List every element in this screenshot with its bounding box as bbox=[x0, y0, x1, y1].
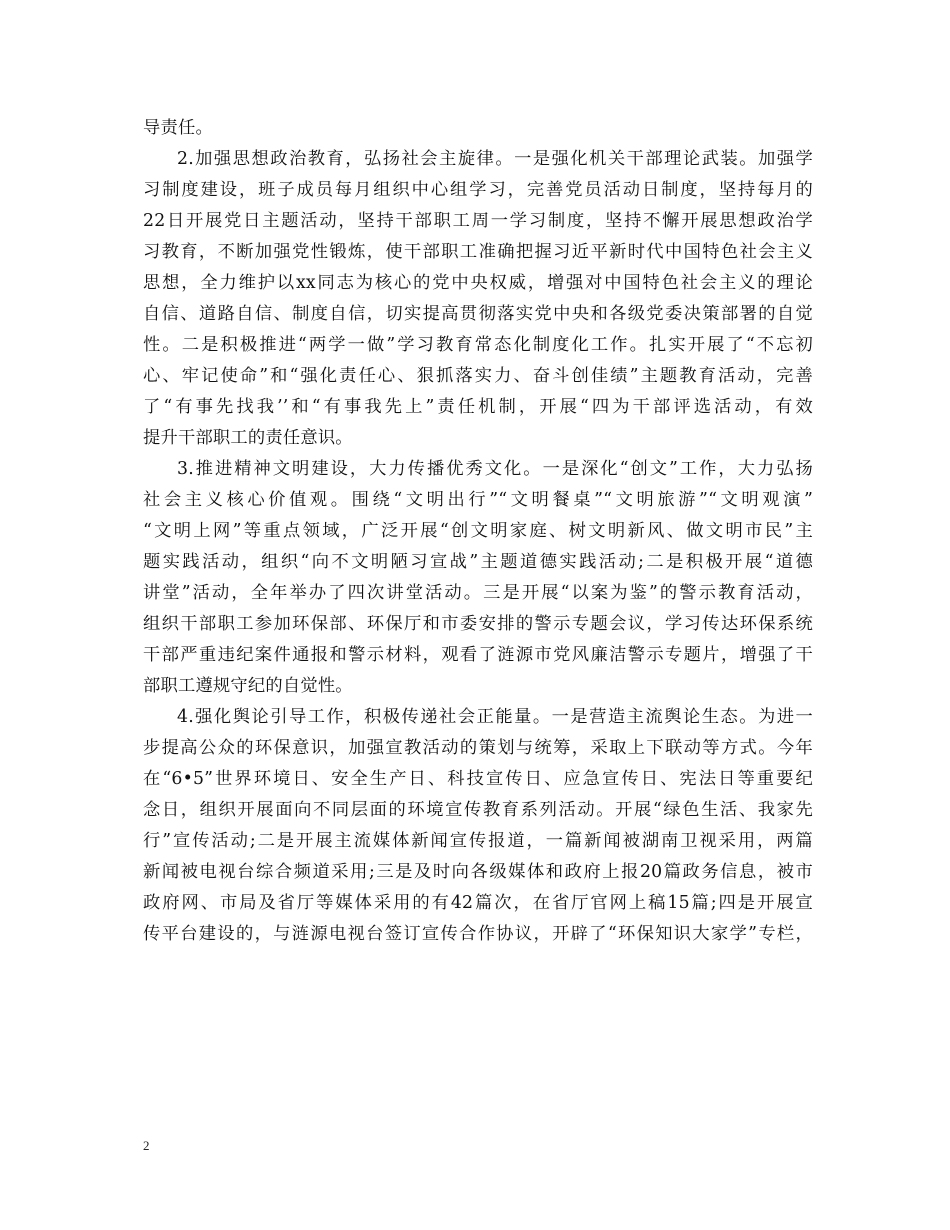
text-line: 22日开展党日主题活动，坚持干部职工周一学习制度，坚持不懈开展思想政治学 bbox=[143, 211, 813, 231]
text-line: “文明上网”等重点领域，广泛开展“创文明家庭、树文明新风、做文明市民”主 bbox=[143, 521, 813, 541]
text-line: 心、牢记使命”和“强化责任心、狠抓落实力、奋斗创佳绩”主题教育活动，完善 bbox=[143, 366, 813, 386]
text-line: 题实践活动，组织“向不文明陋习宣战”主题道德实践活动;二是积极开展“道德 bbox=[143, 552, 813, 572]
page-number: 2 bbox=[143, 1138, 150, 1153]
text-line: 组织干部职工参加环保部、环保厅和市委安排的警示专题会议，学习传达环保系统 bbox=[143, 614, 813, 634]
text-line: 干部严重违纪案件通报和警示材料，观看了涟源市党风廉洁警示专题片，增强了干 bbox=[143, 645, 813, 665]
text-line: 讲堂”活动，全年举办了四次讲堂活动。三是开展“以案为鉴”的警示教育活动， bbox=[143, 583, 813, 603]
text-line: 性。二是积极推进“两学一做”学习教育常态化制度化工作。扎实开展了“不忘初 bbox=[143, 335, 813, 355]
text-line: 传平台建设的，与涟源电视台签订宣传合作协议，开辟了“环保知识大家学”专栏， bbox=[143, 924, 813, 944]
text-line: 行”宣传活动;二是开展主流媒体新闻宣传报道，一篇新闻被湖南卫视采用，两篇 bbox=[143, 831, 813, 851]
document-body bbox=[143, 113, 813, 950]
text-line: 社会主义核心价值观。围绕“文明出行”“文明餐桌”“文明旅游”“文明观演” bbox=[143, 490, 813, 510]
text-line: 思想，全力维护以xx同志为核心的党中央权威，增强对中国特色社会主义的理论 bbox=[143, 273, 813, 293]
text-line: 导责任。 bbox=[143, 118, 213, 138]
paragraph-heading-line: 4.强化舆论引导工作，积极传递社会正能量。一是营造主流舆论生态。为进一 bbox=[177, 707, 813, 727]
text-line: 新闻被电视台综合频道采用;三是及时向各级媒体和政府上报20篇政务信息，被市 bbox=[143, 862, 813, 882]
text-line: 部职工遵规守纪的自觉性。 bbox=[143, 676, 353, 696]
text-line: 念日，组织开展面向不同层面的环境宣传教育系列活动。开展“绿色生活、我家先 bbox=[143, 800, 813, 820]
text-line: 自信、道路自信、制度自信，切实提高贯彻落实党中央和各级党委决策部署的自觉 bbox=[143, 304, 813, 324]
text-line: 习制度建设，班子成员每月组织中心组学习，完善党员活动日制度，坚持每月的 bbox=[143, 180, 813, 200]
text-line: 习教育，不断加强党性锻炼，使干部职工准确把握习近平新时代中国特色社会主义 bbox=[143, 242, 813, 262]
paragraph-heading-line: 3.推进精神文明建设，大力传播优秀文化。一是深化“创文”工作，大力弘扬 bbox=[177, 459, 813, 479]
text-line: 步提高公众的环保意识，加强宣教活动的策划与统筹，采取上下联动等方式。今年 bbox=[143, 738, 813, 758]
text-line: 了“有事先找我’’和“有事我先上”责任机制，开展“四为干部评选活动，有效 bbox=[143, 397, 813, 417]
text-line: 提升干部职工的责任意识。 bbox=[143, 428, 353, 448]
text-line: 政府网、市局及省厅等媒体采用的有42篇次，在省厅官网上稿15篇;四是开展宣 bbox=[143, 893, 813, 913]
text-line: 在“6•5”世界环境日、安全生产日、科技宣传日、应急宣传日、宪法日等重要纪 bbox=[143, 769, 813, 789]
paragraph-heading-line: 2.加强思想政治教育，弘扬社会主旋律。一是强化机关干部理论武装。加强学 bbox=[177, 149, 813, 169]
